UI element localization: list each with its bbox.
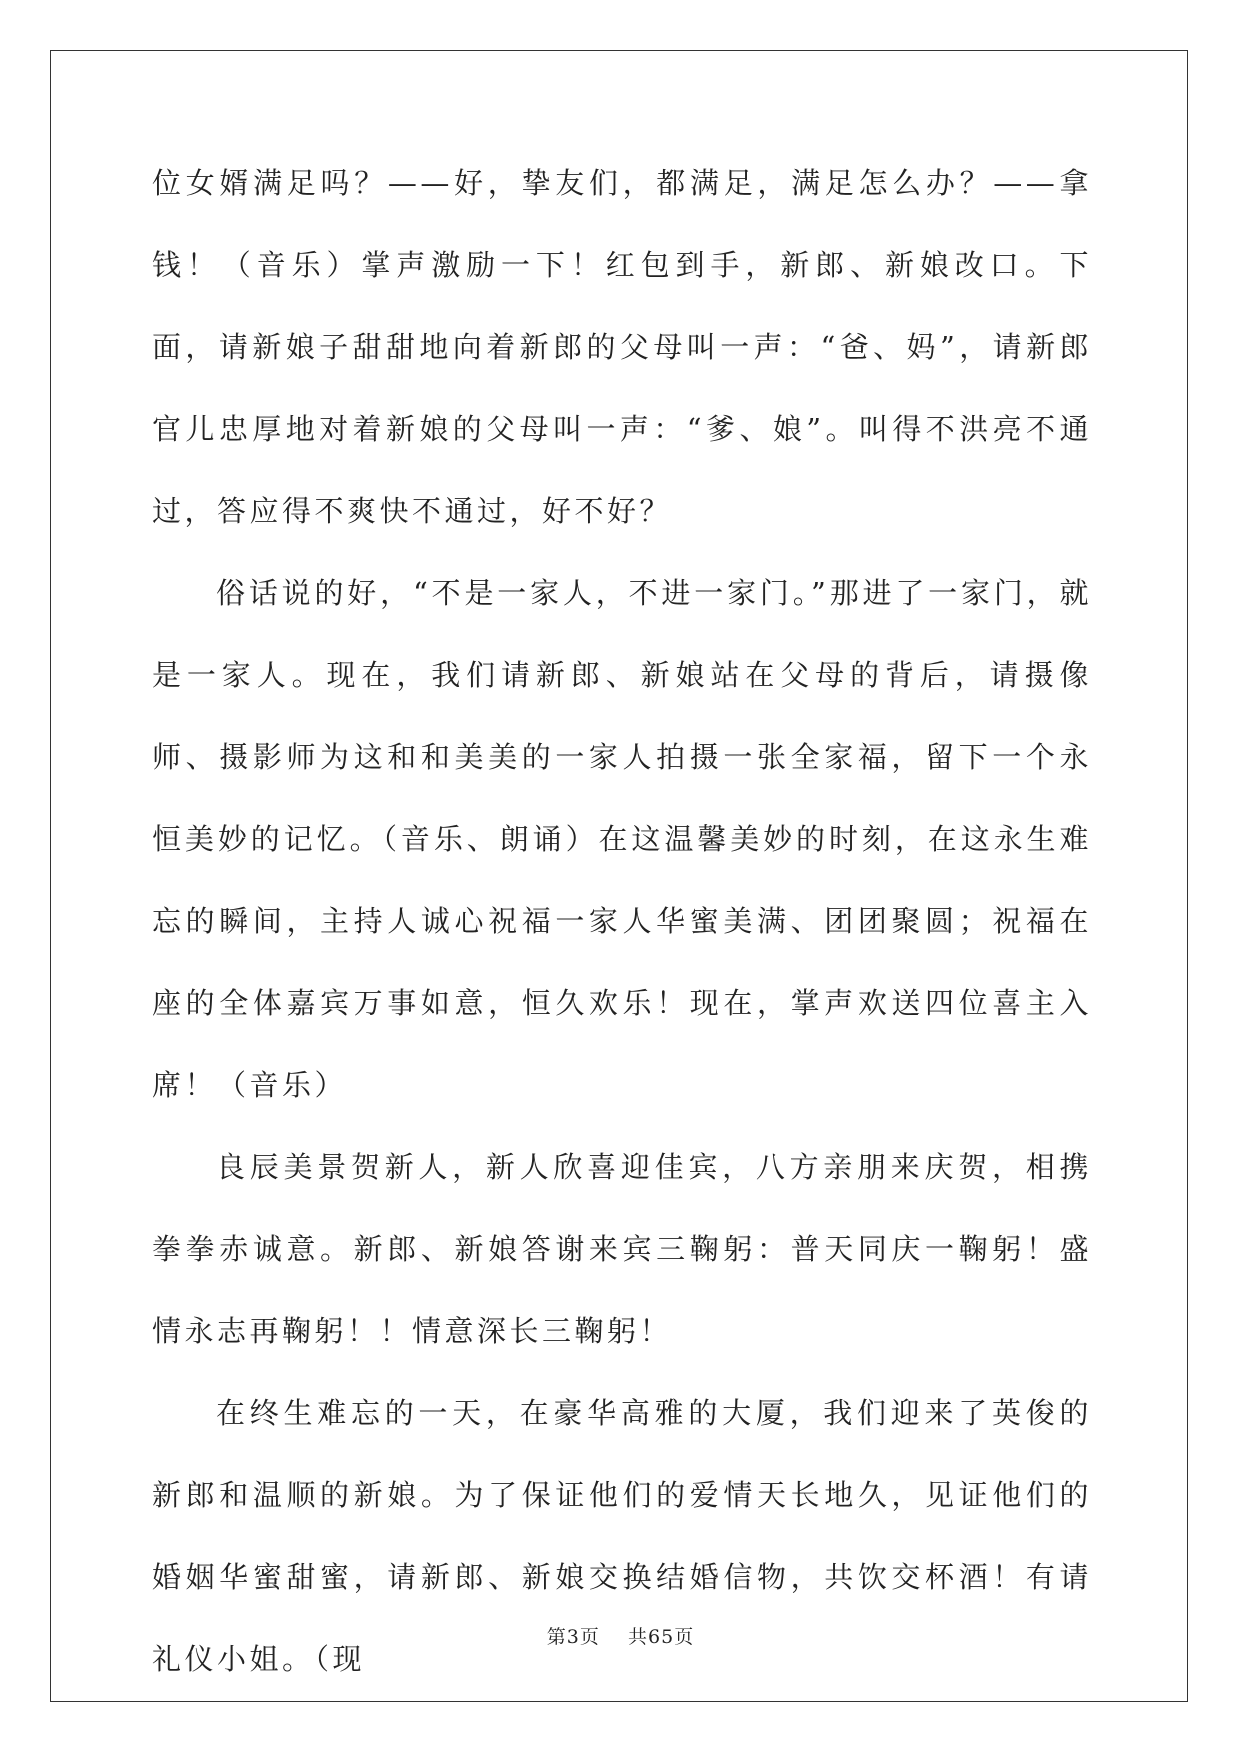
paragraph-4: 在终生难忘的一天，在豪华高雅的大厦，我们迎来了英俊的新郎和温顺的新娘。为了保证他们的爱情天长地久，见证他们的婚姻华蜜甜蜜，请新郎、新娘交换结婚信物，共饮交杯酒！有请礼仪小姐。（现	[152, 1396, 1092, 1676]
document-body	[152, 142, 1092, 1700]
page-total: 共65页	[628, 1626, 695, 1648]
page-footer	[0, 1622, 1241, 1649]
paragraph-3: 良辰美景贺新人，新人欣喜迎佳宾，八方亲朋来庆贺，相携拳拳赤诚意。新郎、新娘答谢来宾三鞠躬：普天同庆一鞠躬！盛情永志再鞠躬！！情意深长三鞠躬！	[152, 1150, 1092, 1348]
paragraph-2: 俗话说的好，“不是一家人，不进一家门。”那进了一家门，就是一家人。现在，我们请新郎、新娘站在父母的背后，请摄像师、摄影师为这和和美美的一家人拍摄一张全家福，留下一个永恒美妙的记忆。（音乐、朗诵）在这温馨美妙的时刻，在这永生难忘的瞬间，主持人诚心祝福一家人华蜜美满、团团聚圆；祝福在座的全体嘉宾万事如意，恒久欢乐！现在，掌声欢送四位喜主入席！（音乐）	[152, 576, 1092, 1102]
paragraph-1: 位女婿满足吗？——好，挚友们，都满足，满足怎么办？——拿钱！（音乐）掌声激励一下！红包到手，新郎、新娘改口。下面，请新娘子甜甜地向着新郎的父母叫一声：“爸、妈”，请新郎官儿忠厚地对着新娘的父母叫一声：“爹、娘”。叫得不洪亮不通过，答应得不爽快不通过，好不好？	[152, 166, 1092, 528]
page-number: 第3页	[546, 1626, 600, 1648]
